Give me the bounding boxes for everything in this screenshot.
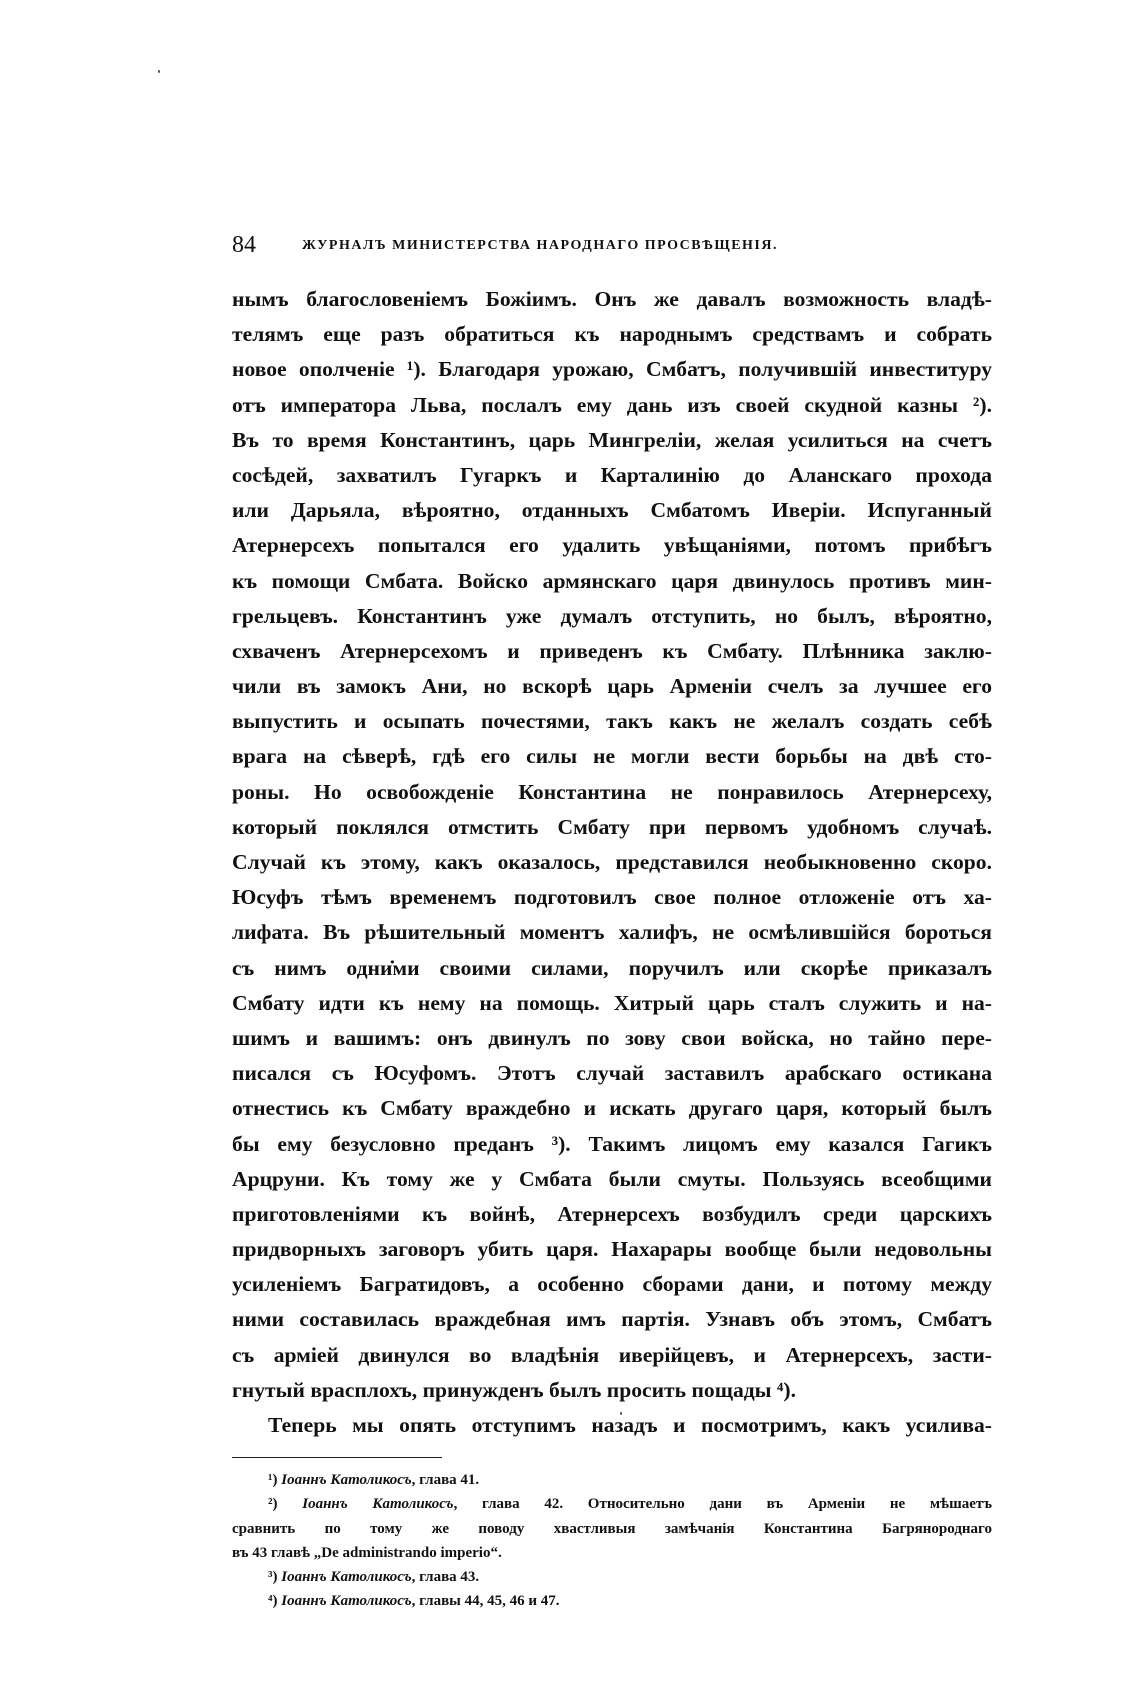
text-line: или Дарьяла, вѣроятно, отданныхъ Смбатомъ Иверіи. Испуганный (232, 498, 992, 523)
text-line: роны. Но освобожденіе Константина не понравилось Атернерсеху, (232, 779, 992, 804)
text-line: новое ополченіе ¹). Благодаря урожаю, Смбатъ, получившій инвеституру (232, 357, 992, 382)
text-line: чили въ замокъ Ани, но вскорѣ царь Арменіи счелъ за лучшее его (232, 674, 992, 699)
text-line: Юсуфъ тѣмъ временемъ подготовилъ свое полное отложеніе отъ ха- (232, 885, 992, 910)
text-line: врага на сѣверѣ, гдѣ его силы не могли вести борьбы на двѣ сто- (232, 744, 992, 769)
text-line: Смбату идти къ нему на помощь. Хитрый царь сталъ служить и на- (232, 990, 992, 1015)
text-line: лифата. Въ рѣшительный моментъ халифъ, не осмѣлившійся бороться (232, 920, 992, 945)
text-line: который поклялся отмстить Смбату при первомъ удобномъ случаѣ. (232, 814, 992, 839)
main-text (232, 282, 992, 1443)
text-line: усиленіемъ Багратидовъ, а особенно сборами дани, и потому между (232, 1272, 992, 1297)
text-line: нымъ благословеніемъ Божіимъ. Онъ же давалъ возможность владѣ- (232, 287, 992, 311)
journal-title: ЖУРНАЛЪ МИНИСТЕРСТВА НАРОДНАГО ПРОСВѢЩЕНІЯ. (302, 238, 778, 253)
text-line: съ нимъ одни̇ми своими силами, поручилъ или скорѣе приказалъ (232, 955, 992, 980)
text-line: сосѣдей, захватилъ Гугаркъ и Карталинію до Аланскаго прохода (232, 462, 992, 487)
footnote-marker: ⁴) (268, 1593, 278, 1610)
scan-speck (158, 70, 160, 73)
footnote-3 (232, 1565, 992, 1589)
text-line: съ арміей двинулся во владѣнія иверійцевъ, и Атернерсехъ, засти- (232, 1342, 992, 1367)
footnotes (232, 1468, 992, 1613)
text-line: отнестись къ Смбату враждебно и искать другаго царя, который былъ (232, 1096, 992, 1121)
footnote-text: , глава 41. (411, 1472, 480, 1489)
text-line: бы ему безусловно преданъ ³). Такимъ лицомъ ему казался Гагикъ (232, 1131, 992, 1156)
footnote-marker: ²) (268, 1496, 278, 1513)
page-number: 84 (232, 232, 256, 258)
text-line: ними составилась враждебная имъ партія. Узнавъ объ этомъ, Смбатъ (232, 1307, 992, 1332)
text-line: Арцруни. Къ тому же у Смбата были смуты. Пользуясь всеобщими (232, 1166, 992, 1191)
footnote-source: Іоаннъ Католикосъ (281, 1472, 412, 1489)
footnote-text: , главы 44, 45, 46 и 47. (411, 1593, 560, 1610)
footnote-text: въ 43 главѣ „De administrando imperio“. (232, 1544, 502, 1561)
text-line: Атернерсехъ попытался его удалить увѣщаніями, потомъ прибѣгъ (232, 533, 992, 558)
footnote-4 (232, 1589, 992, 1613)
footnote-2 (232, 1492, 992, 1516)
text-line: приготовленіями къ войнѣ, Атернерсехъ возбудилъ среди царскихъ (232, 1201, 992, 1226)
footnote-text: , глава 42. Относительно дани въ Арменіи не мѣшаетъ (453, 1496, 992, 1513)
text-line: телямъ еще разъ обратиться къ народнымъ средствамъ и собрать (232, 322, 992, 347)
footnote-2-continued (232, 1517, 992, 1541)
text-line: писался съ Юсуфомъ. Этотъ случай заставилъ арабскаго остикана (232, 1061, 992, 1086)
footnote-marker: ³) (268, 1568, 278, 1585)
text-line: схваченъ Атернерсехомъ и приведенъ къ Смбату. Плѣнника заклю- (232, 638, 992, 663)
text-line: выпустить и осыпать почестями, такъ какъ не желалъ создать себѣ (232, 709, 992, 734)
text-line: Случай къ этому, какъ оказалось, представился необыкновенно скоро. (232, 850, 992, 874)
text-line: отъ императора Льва, послалъ ему дань изъ своей скудной казны ²). (232, 392, 992, 417)
text-line: Теперь мы опять отступимъ назадъ и посмотримъ, какъ усилива- (268, 1413, 992, 1437)
footnote-source: Іоаннъ Католикосъ (281, 1593, 412, 1610)
footnote-marker: ¹) (268, 1472, 278, 1489)
text-line: гнутый врасплохъ, принужденъ былъ просить пощады ⁴). (232, 1377, 796, 1402)
footnote-divider (232, 1457, 442, 1458)
footnote-source: Іоаннъ Католикосъ (281, 1568, 412, 1585)
text-line: грельцевъ. Константинъ уже думалъ отступить, но былъ, вѣроятно, (232, 603, 992, 628)
text-line: къ помощи Смбата. Войско армянскаго царя двинулось противъ мин- (232, 568, 992, 593)
footnote-text: , глава 43. (411, 1568, 480, 1585)
running-head (232, 228, 992, 268)
footnote-1 (232, 1468, 992, 1492)
text-line: Въ то время Константинъ, царь Мингреліи, желая усилиться на счетъ (232, 427, 992, 452)
book-page (232, 228, 992, 1613)
text-line: придворныхъ заговоръ убить царя. Нахарары вообще были недовольны (232, 1237, 992, 1262)
footnote-2-continued (232, 1541, 992, 1565)
text-line: шимъ и вашимъ: онъ двинулъ по зову свои войска, но тайно пере- (232, 1025, 992, 1050)
footnote-source: Іоаннъ Католикосъ (302, 1496, 454, 1513)
footnote-text: сравнить по тому же поводу хвастливыя замѣчанія Константина Багрянороднаго (232, 1520, 992, 1537)
